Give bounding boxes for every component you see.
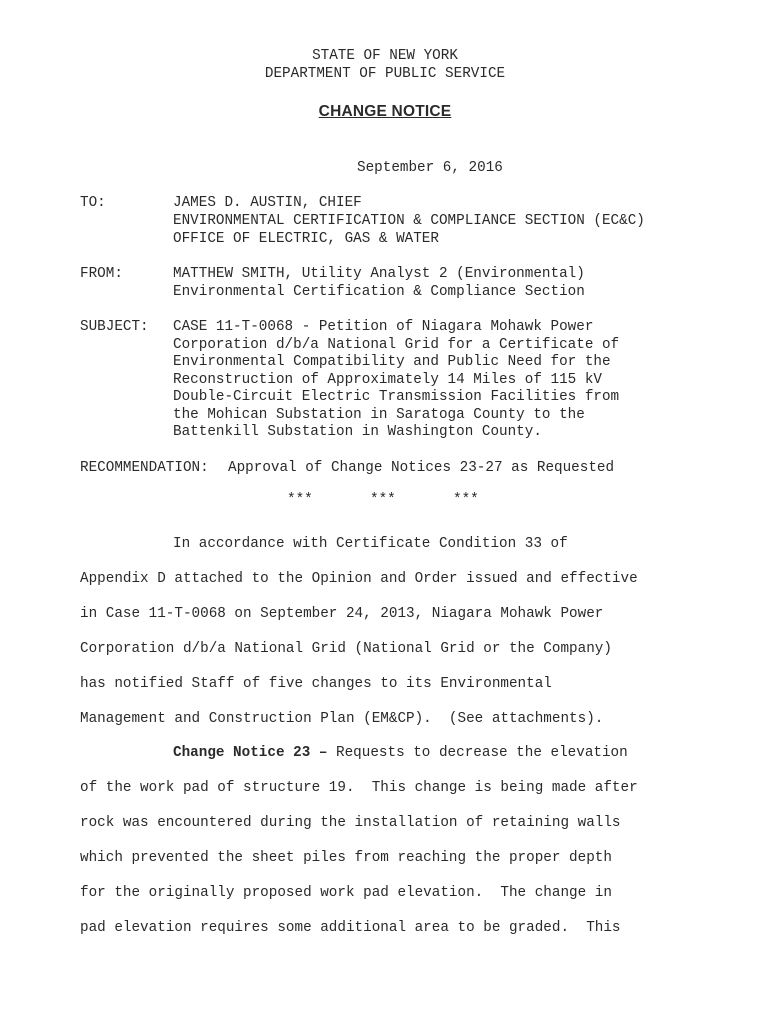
recommendation-label: RECOMMENDATION: bbox=[80, 460, 209, 476]
to-line: OFFICE OF ELECTRIC, GAS & WATER bbox=[173, 231, 439, 247]
agency-line-1: STATE OF NEW YORK bbox=[312, 48, 458, 64]
subject-line: the Mohican Substation in Saratoga County to the bbox=[173, 407, 585, 423]
body-line: Management and Construction Plan (EM&CP). (See attachments). bbox=[80, 711, 604, 727]
change-notice-23-text: Requests to decrease the elevation bbox=[327, 745, 628, 761]
subject-line: Battenkill Substation in Washington County. bbox=[173, 424, 542, 440]
subject-line: Corporation d/b/a National Grid for a Certificate of bbox=[173, 337, 620, 353]
subject-line: CASE 11-T-0068 - Petition of Niagara Mohawk Power bbox=[173, 319, 594, 335]
body-line: Appendix D attached to the Opinion and Order issued and effective bbox=[80, 571, 638, 587]
from-label: FROM: bbox=[80, 266, 123, 282]
body-line: rock was encountered during the installation of retaining walls bbox=[80, 815, 621, 831]
body-line: In accordance with Certificate Condition 33 of bbox=[173, 536, 568, 552]
subject-line: Double-Circuit Electric Transmission Facilities from bbox=[173, 389, 620, 405]
change-notice-23-first-line bbox=[173, 744, 628, 762]
to-line: JAMES D. AUSTIN, CHIEF bbox=[173, 195, 362, 211]
body-line: in Case 11-T-0068 on September 24, 2013, Niagara Mohawk Power bbox=[80, 606, 604, 622]
body-line: which prevented the sheet piles from reaching the proper depth bbox=[80, 850, 612, 866]
separator-stars: *** bbox=[287, 492, 313, 508]
separator-stars: *** bbox=[453, 492, 479, 508]
document-title: CHANGE NOTICE bbox=[318, 103, 452, 120]
body-line: Corporation d/b/a National Grid (National Grid or the Company) bbox=[80, 641, 612, 657]
body-line: of the work pad of structure 19. This change is being made after bbox=[80, 780, 638, 796]
from-line: MATTHEW SMITH, Utility Analyst 2 (Environmental) bbox=[173, 266, 585, 282]
subject-label: SUBJECT: bbox=[80, 319, 149, 335]
body-line: pad elevation requires some additional area to be graded. This bbox=[80, 920, 621, 936]
change-notice-23-heading: Change Notice 23 – bbox=[173, 745, 328, 761]
subject-line: Reconstruction of Approximately 14 Miles of 115 kV bbox=[173, 372, 602, 388]
memo-date: September 6, 2016 bbox=[357, 160, 503, 176]
agency-line-2: DEPARTMENT OF PUBLIC SERVICE bbox=[264, 66, 506, 82]
recommendation-text: Approval of Change Notices 23-27 as Requested bbox=[228, 460, 615, 476]
to-line: ENVIRONMENTAL CERTIFICATION & COMPLIANCE SECTION (EC&C) bbox=[173, 213, 645, 229]
subject-line: Environmental Compatibility and Public Need for the bbox=[173, 354, 611, 370]
body-line: has notified Staff of five changes to its Environmental bbox=[80, 676, 552, 692]
to-label: TO: bbox=[80, 195, 106, 211]
separator-stars: *** bbox=[370, 492, 396, 508]
body-line: for the originally proposed work pad elevation. The change in bbox=[80, 885, 612, 901]
from-line: Environmental Certification & Compliance Section bbox=[173, 284, 585, 300]
